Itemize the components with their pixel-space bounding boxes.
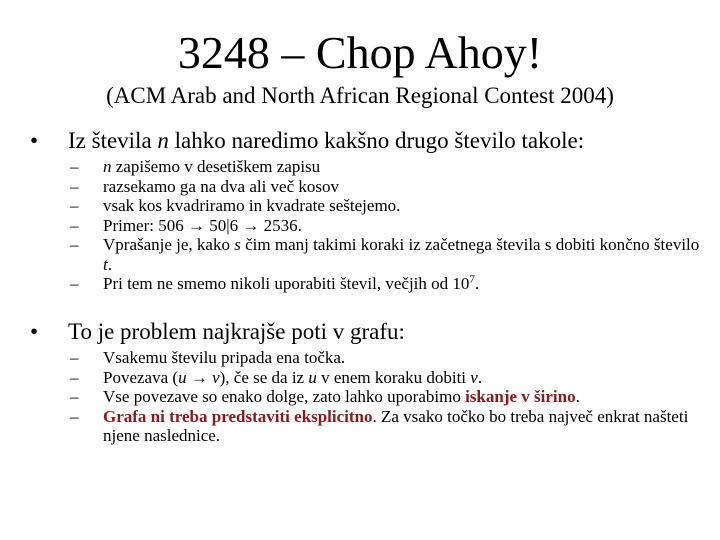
- graph-sublist: [70, 348, 700, 446]
- list-item: – Vsakemu številu pripada ena točka.: [70, 348, 346, 367]
- list-item: – Povezava (u → v), če se da iz u v enem koraku dobiti v.: [70, 367, 483, 387]
- highlight-implicit: Grafa ni treba predstaviti eksplicitno: [103, 406, 373, 426]
- arrow-icon: →: [242, 215, 260, 235]
- bullet-intro: • Iz števila n lahko naredimo kakšno drugo število takole:: [30, 128, 585, 153]
- slide-title: 3248 – Chop Ahoy!: [177, 27, 543, 78]
- list-item: – Vprašanje je, kako s čim manj takimi koraki iz začetnega števila s dobiti končno število t.: [70, 235, 700, 274]
- arrow-icon: →: [186, 367, 213, 387]
- list-item: – n zapišemo v desetiškem zapisu: [70, 157, 321, 176]
- intro-sublist: [70, 157, 700, 294]
- bullet-marker: •: [30, 128, 39, 153]
- highlight-bfs: iskanje v širino: [465, 387, 576, 406]
- slide-subtitle: (ACM Arab and North African Regional Contest 2004): [106, 83, 614, 108]
- list-item: – Pri tem ne smemo nikoli uporabiti števil, večjih od $10^7$.: [70, 273, 480, 293]
- bullet-marker: •: [30, 319, 39, 344]
- arrow-icon: →: [188, 215, 205, 235]
- bullet-graph: • To je problem najkrajše poti v grafu:: [30, 319, 405, 344]
- list-item: – Grafa ni treba predstaviti eksplicitno. Za vsako točko bo treba največ enkrat našteti njene naslednice.: [70, 406, 689, 445]
- list-item: – Primer: 506 → 50|6 → 2536.: [70, 215, 302, 235]
- list-item: – Vse povezave so enako dolge, zato lahko uporabimo iskanje v širino.: [70, 387, 580, 406]
- list-item: – vsak kos kvadriramo in kvadrate seštejemo.: [70, 196, 401, 215]
- list-item: – razsekamo ga na dva ali več kosov: [70, 176, 340, 196]
